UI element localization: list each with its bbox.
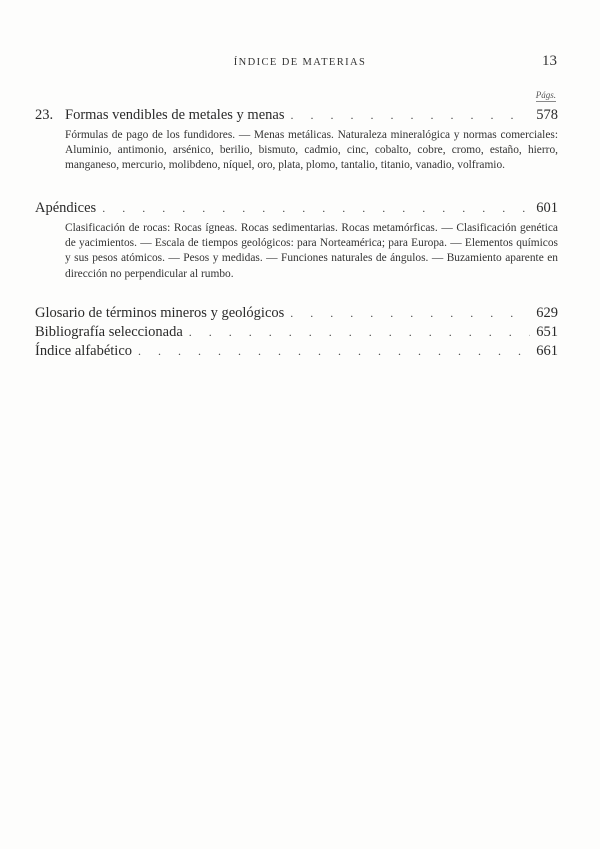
toc-entry-indice bbox=[35, 342, 558, 360]
toc-entry-title: Apéndices bbox=[35, 200, 97, 216]
toc-entry-page: 661 bbox=[536, 343, 558, 359]
dot-leader bbox=[183, 323, 530, 341]
toc-entry-page: 578 bbox=[536, 107, 558, 123]
toc-entry-title: Índice alfabético bbox=[35, 343, 133, 359]
dot-leader bbox=[96, 199, 530, 217]
dot-leader bbox=[132, 342, 530, 360]
toc-entry-description: Clasificación de rocas: Rocas ígneas. Rocas sedimentarias. Rocas metamórficas. — Clasificación genética de yacimientos. — Escala de tiempos geológicos: para Norteamérica; para Europa. — Elementos químicos y sus pesos atómicos. — Pesos y medidas. — Funciones naturales de ángulos. — Buzamiento aparente en dirección no perpendicular al rumbo. bbox=[65, 222, 558, 280]
toc-entry-page: 629 bbox=[536, 305, 558, 321]
toc-entry-description: Fórmulas de pago de los fundidores. — Menas metálicas. Naturaleza mineralógica y normas comerciales: Aluminio, antimonio, arsénico, berilio, bismuto, cadmio, cinc, cobalto, cobre, cromo, estaño, hierro, manganeso, mercurio, molibdeno, níquel, oro, plata, plomo, tantalio, titanio, vanadio, volframio. bbox=[65, 129, 558, 172]
toc-entry-apendices bbox=[35, 199, 558, 282]
toc-entry-line bbox=[35, 304, 558, 322]
toc-entry-bibliografia bbox=[35, 323, 558, 341]
toc-entry-title: Bibliografía seleccionada bbox=[35, 324, 183, 340]
toc-entry-title: Glosario de términos mineros y geológicos bbox=[35, 305, 285, 321]
toc-entry-line bbox=[35, 106, 558, 124]
dot-leader bbox=[284, 304, 530, 322]
toc-entry-page: 651 bbox=[536, 324, 558, 340]
pags-column-label: Págs. bbox=[535, 90, 556, 100]
dot-leader bbox=[284, 106, 530, 124]
running-head: ÍNDICE DE MATERIAS bbox=[233, 57, 367, 68]
toc-entry-line bbox=[35, 199, 558, 217]
toc-entry-chapter-23 bbox=[35, 106, 558, 174]
toc-entry-line bbox=[35, 323, 558, 341]
chapter-title: Formas vendibles de metales y menas bbox=[65, 107, 285, 123]
page-number: 13 bbox=[542, 53, 557, 69]
toc-entry-line bbox=[35, 342, 558, 360]
toc-entry-glosario bbox=[35, 304, 558, 322]
chapter-number: 23. bbox=[35, 107, 54, 123]
toc-entry-title bbox=[35, 106, 284, 124]
toc-entry-page: 601 bbox=[536, 200, 558, 216]
